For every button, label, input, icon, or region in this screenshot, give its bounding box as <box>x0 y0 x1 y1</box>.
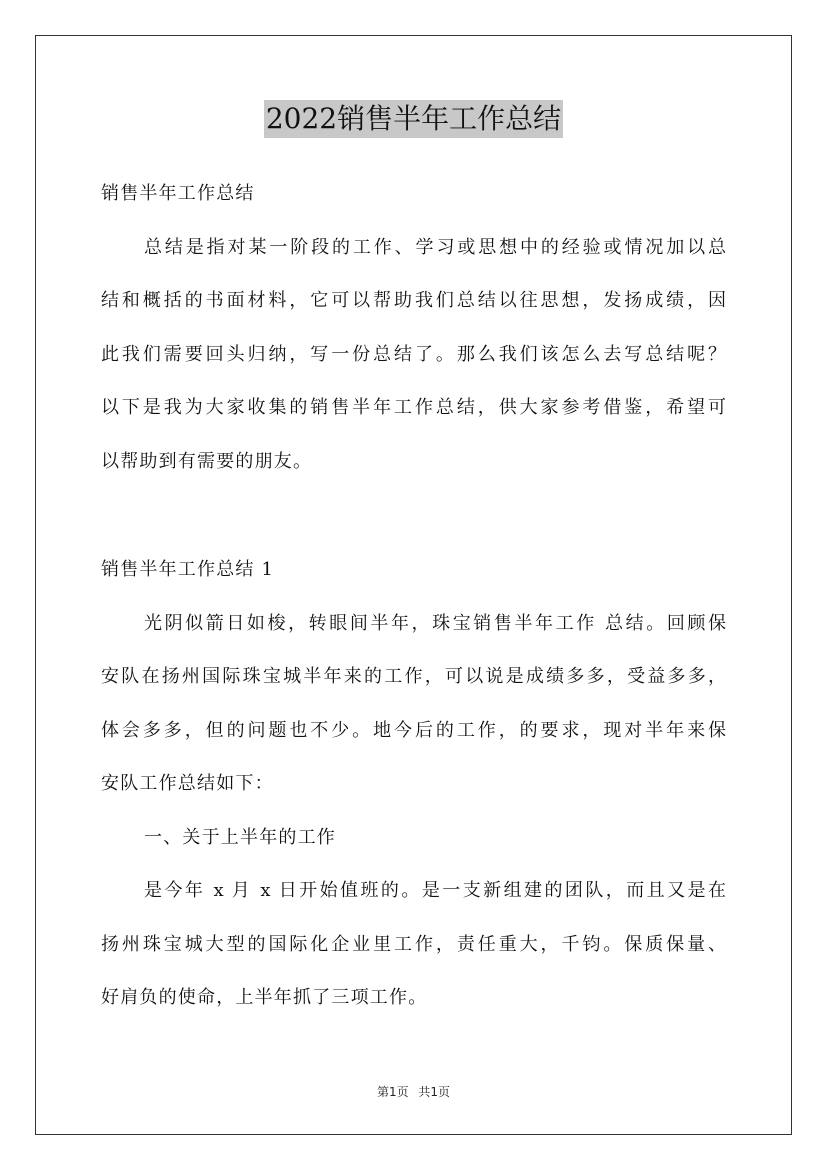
text-line: 体会多多，但的问题也不少。地今后的工作，的要求，现对半年来保 <box>101 719 726 741</box>
page-footer <box>0 1083 827 1100</box>
text-line: 以帮助到有需要的朋友。 <box>101 450 313 472</box>
page-number: 第1页 <box>376 1085 409 1099</box>
text-line: 总结是指对某一阶段的工作、学习或思想中的经验或情况加以总 <box>144 236 726 258</box>
text-line: 扬州珠宝城大型的国际化企业里工作，责任重大，千钧。保质保量、 <box>101 933 726 955</box>
text-line: 光阴似箭日如梭，转眼间半年，珠宝销售半年工作 总结。回顾保 <box>144 612 726 634</box>
text-line: 销售半年工作总结 1 <box>101 559 275 580</box>
text-line: 好肩负的使命，上半年抓了三项工作。 <box>101 987 428 1008</box>
text-line: 此我们需要回头归纳，写一份总结了。那么我们该怎么去写总结呢？ <box>101 343 726 365</box>
page-total: 共1页 <box>418 1085 451 1099</box>
text-line: 是今年 x 月 x 日开始值班的。是一支新组建的团队，而且又是在 <box>144 880 726 901</box>
document-body <box>101 172 726 1030</box>
text-line: 安队在扬州国际珠宝城半年来的工作，可以说是成绩多多，受益多多， <box>101 666 726 687</box>
document-title: 2022销售半年工作总结 <box>264 100 563 138</box>
title-container <box>0 100 827 138</box>
blank-line <box>101 493 726 548</box>
text-line: 安队工作总结如下： <box>101 773 274 794</box>
text-line: 一、关于上半年的工作 <box>144 826 336 848</box>
text-line: 销售半年工作总结 <box>101 183 255 204</box>
text-line: 结和概括的书面材料，它可以帮助我们总结以往思想，发扬成绩，因 <box>101 290 726 311</box>
text-line: 以下是我为大家收集的销售半年工作总结，供大家参考借鉴，希望可 <box>101 397 726 418</box>
